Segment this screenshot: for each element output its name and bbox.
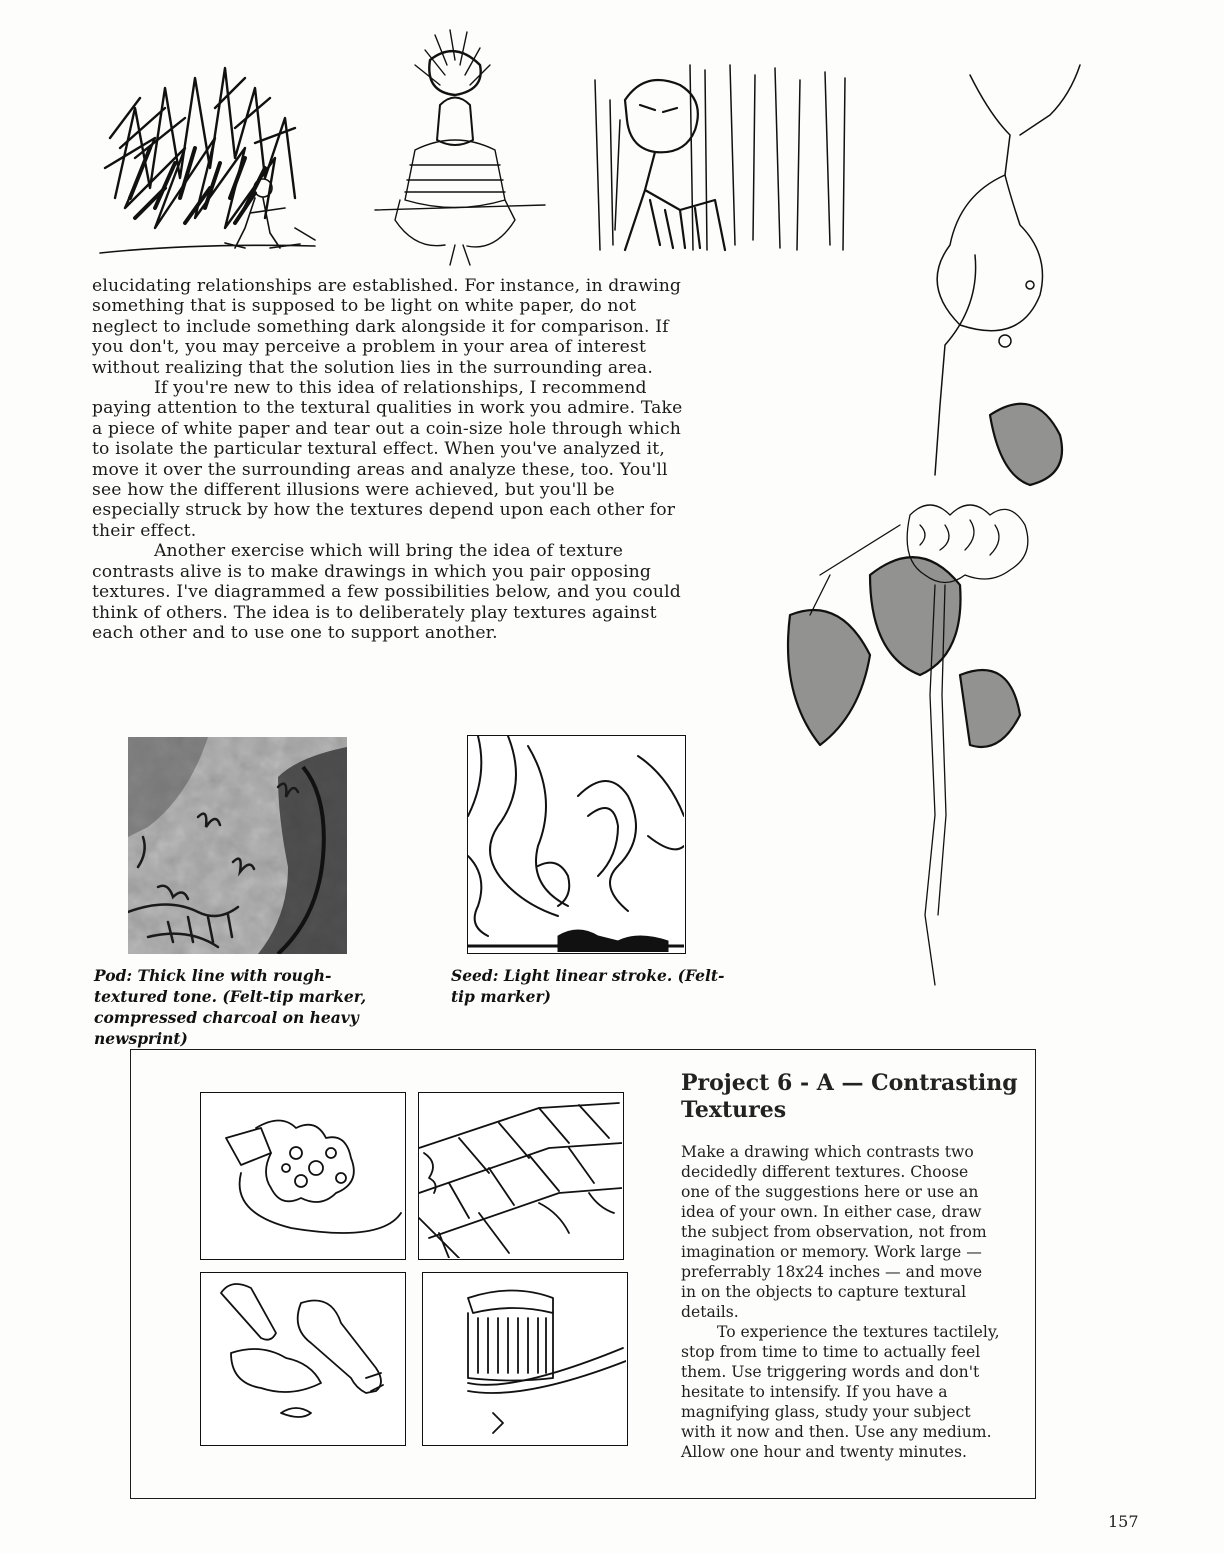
sketch-seated-figure: [355, 20, 560, 270]
sketch-figure-in-foliage: [95, 48, 320, 258]
seed-caption: Seed: Light linear stroke. (Felt-tip marker): [451, 966, 725, 1006]
sketch-food-on-plate: [200, 1092, 406, 1260]
sketch-dried-plant: [760, 55, 1100, 1005]
sketch-toothbrush: [422, 1272, 628, 1446]
body-paragraph-3: Another exercise which will bring the idea of texture contrasts alive is to make drawings in which you pair opposing textures. I've diagrammed a few possibilities below, and you could think of others. The idea is to deliberately play textures against each other and to use one to support another.: [92, 541, 681, 643]
page-number: 157: [1108, 1512, 1139, 1531]
body-paragraph-1: elucidating relationships are established. For instance, in drawing something that is supposed to be light on white paper, do not neglect to include something dark alongside it for comparison. If you don't, you may perceive a problem in your area of interest without realizing that the solution lies in the surrounding area.: [92, 276, 682, 378]
seed-illustration: [467, 735, 686, 954]
sketch-spilled-bottle: [200, 1272, 406, 1446]
body-text: [92, 276, 692, 643]
body-paragraph-2: If you're new to this idea of relationships, I recommend paying attention to the textural qualities in work you admire. Take a piece of white paper and tear out a coin-size hole through which to isolate the particular textural effect. When you've analyzed it, move it over the surrounding areas and analyze these, too. You'll see how the different illusions were achieved, but you'll be especially struck by how the textures depend upon each other for their effect.: [92, 378, 683, 541]
project-paragraph-1: Make a drawing which contrasts two decidedly different textures. Choose one of the suggestions here or use an idea of your own. In either case, draw the subject from observation, not from imagination or memory. Work large — preferrably 18x24 inches — and move in on the objects to capture textural details.: [681, 1143, 987, 1321]
pod-caption: Pod: Thick line with rough-textured tone. (Felt-tip marker, compressed charcoal on heavy newsprint): [94, 966, 367, 1048]
project-text: [681, 1142, 1001, 1462]
sketch-roof-tiles: [418, 1092, 624, 1260]
pod-illustration: [128, 737, 347, 954]
project-paragraph-2: To experience the textures tactilely, stop from time to time to actually feel them. Use triggering words and don't hesitate to intensify. If you have a magnifying glass, study your subject with it now and then. Use any medium. Allow one hour and twenty minutes.: [681, 1323, 1000, 1461]
project-title: Project 6 - A — Contrasting Textures: [681, 1070, 1018, 1123]
